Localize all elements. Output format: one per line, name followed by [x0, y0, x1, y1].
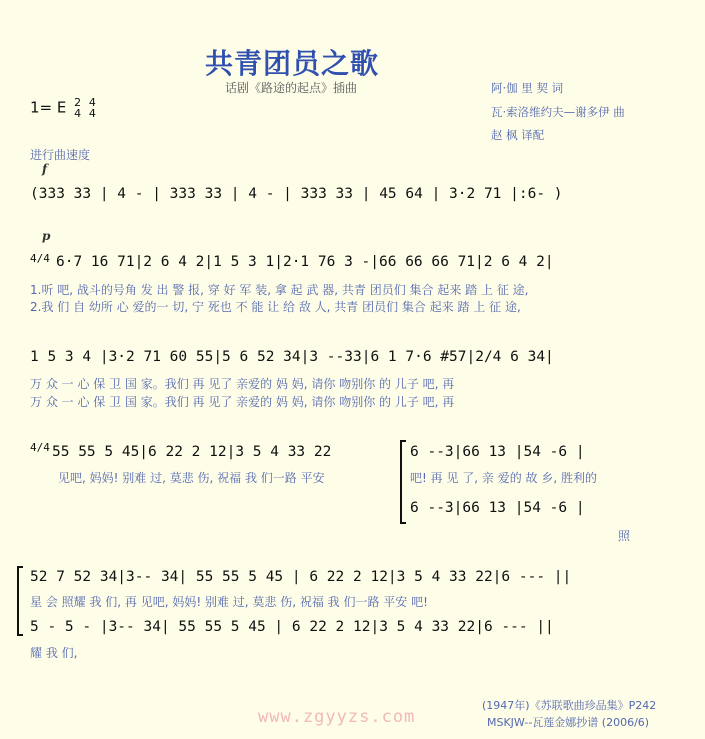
- lyricist-credit: 阿·伽 里 契 词: [491, 81, 564, 95]
- time-2-bottom: 4: [88, 107, 96, 120]
- system-4-upper-lyrics: 吧! 再 见 了, 亲 爱的 故 乡, 胜利的: [410, 471, 597, 485]
- system-4-lower-lyrics: 照: [618, 529, 631, 543]
- time-2-top: 4: [88, 96, 96, 109]
- translator-credit: 赵 枫 译配: [491, 128, 545, 142]
- watermark: www.zgyyzs.com: [258, 707, 416, 727]
- system-4-time-signature: 4/4: [30, 441, 50, 454]
- transcriber-note: MSKJW--瓦莲金娜抄谱 (2006/6): [487, 716, 650, 729]
- key-signature: [30, 97, 96, 119]
- system-3-notation: 1 5 3 4 |3·2 71 60 55|5 6 52 34|3 --33|6 1 7·6 #57|2/4 6 34|: [30, 349, 554, 365]
- intro-notation: (333 33 | 4 - | 333 33 | 4 - | 333 33 | 45 64 | 3·2 71 |:6- ): [30, 186, 563, 202]
- system-2-lyrics-verse-1: 1.听 吧, 战斗的号角 发 出 警 报, 穿 好 军 装, 拿 起 武 器, 共青 团员们 集合 起来 踏 上 征 途,: [30, 283, 529, 297]
- source-note: (1947年)《苏联歌曲珍品集》P242: [482, 699, 657, 712]
- system-5-part-bracket: [17, 566, 23, 636]
- dynamic-intro: f: [42, 162, 48, 176]
- system-4-part-bracket: [400, 440, 406, 524]
- subtitle: 话剧《路途的起点》插曲: [225, 81, 358, 95]
- system-5-lower-notation: 5 - 5 - |3-- 34| 55 55 5 45 | 6 22 2 12|3 5 4 33 22|6 --- ||: [30, 619, 554, 635]
- system-2-time-signature: 4/4: [30, 252, 50, 265]
- dynamic-verse: p: [42, 229, 51, 243]
- system-4-notation: 55 55 5 45|6 22 2 12|3 5 4 33 22: [52, 444, 332, 460]
- time-signature-2: [89, 97, 96, 119]
- system-4-lyrics: 见吧, 妈妈! 别难 过, 莫悲 伤, 祝福 我 们一路 平安: [58, 471, 325, 485]
- system-5-upper-lyrics: 星 会 照耀 我 们, 再 见吧, 妈妈! 别难 过, 莫悲 伤, 祝福 我 们一路 平安 吧!: [30, 595, 428, 609]
- system-3-lyrics-verse-2: 万 众 一 心 保 卫 国 家。我们 再 见了 亲爱的 妈 妈, 请你 吻别你 的 儿子 吧, 再: [30, 395, 455, 409]
- system-3-lyrics-verse-1: 万 众 一 心 保 卫 国 家。我们 再 见了 亲爱的 妈 妈, 请你 吻别你 的 儿子 吧, 再: [30, 377, 455, 391]
- time-1-top: 2: [74, 96, 82, 109]
- time-signature-1: [74, 97, 81, 119]
- system-2-notation: 6·7 16 71|2 6 4 2|1 5 3 1|2·1 76 3 -|66 66 66 71|2 6 4 2|: [56, 254, 554, 270]
- system-5-upper-notation: 52 7 52 34|3-- 34| 55 55 5 45 | 6 22 2 12|3 5 4 33 22|6 --- ||: [30, 569, 572, 585]
- key-label: 1= E: [30, 98, 67, 117]
- page-title: 共青团员之歌: [205, 47, 380, 80]
- time-1-bottom: 4: [74, 107, 82, 120]
- tempo-marking: 进行曲速度: [30, 148, 91, 162]
- system-2-lyrics-verse-2: 2.我 们 自 幼所 心 爱的一 切, 宁 死也 不 能 让 给 敌 人, 共青 团员们 集合 起来 踏 上 征 途,: [30, 300, 521, 314]
- composer-credit: 瓦·索洛维约夫—谢多伊 曲: [491, 105, 625, 119]
- system-4-upper-notation: 6 --3|66 13 |54 -6 |: [410, 444, 585, 460]
- system-4-lower-notation: 6 --3|66 13 |54 -6 |: [410, 500, 585, 516]
- system-5-lower-lyrics: 耀 我 们,: [30, 646, 78, 660]
